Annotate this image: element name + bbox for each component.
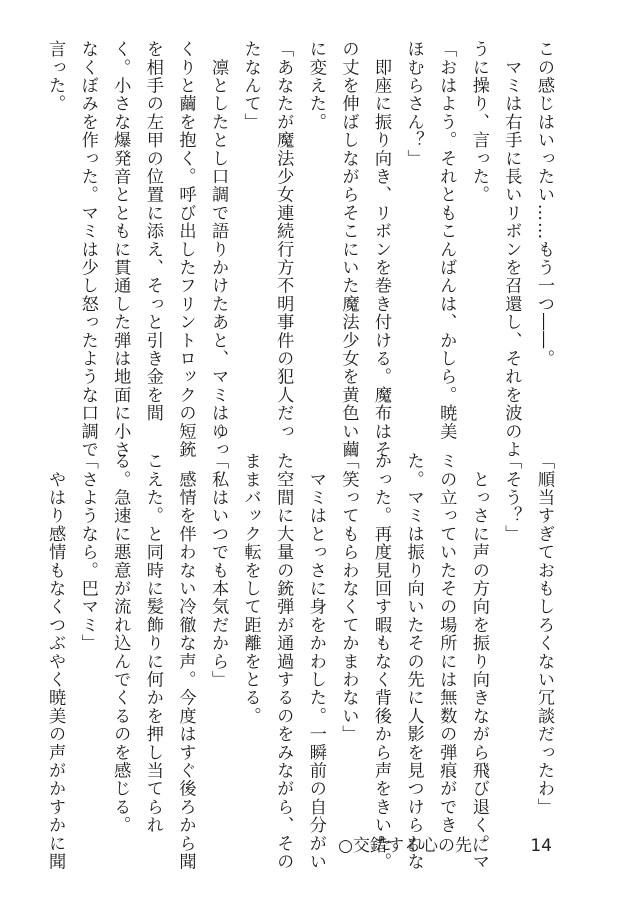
text-column: かった。再度見回す暇もなく背後から声をきいた。: [371, 452, 392, 871]
text-column: る。急速に悪意が流れ込んでくるのを感じる。: [110, 452, 131, 835]
text-column: 「順当すぎておもしろくない冗談だったわ」: [534, 452, 554, 816]
text-column: 「おはよう。それともこんばんは、かしら。暁美: [436, 40, 457, 441]
text-column: く。小さな爆発音とともに貫通した弾は地面に小さ: [110, 40, 131, 459]
text-column: やはり感情もなくつぶやく暁美の声がかすかに聞: [45, 452, 66, 871]
text-column: こえた。と同時に髪飾りに何かを押し当てられ: [142, 452, 163, 835]
text-column: を相手の左甲の位置に添え、そっと引き金を間: [142, 40, 163, 423]
text-column: 言った。: [45, 40, 66, 113]
text-column: 「笑ってもらわなくてかまわない」: [338, 452, 359, 744]
text-column: うに操り、言った。: [468, 40, 489, 204]
text-column: ままバック転をして距離をとる。: [240, 452, 261, 725]
text-column: とっさに声の方向を振り向きながら飛び退く。マ: [468, 452, 489, 871]
text-column: この感じはいったい……もう一つ――。: [534, 40, 554, 368]
text-column: た。マミは振り向いたその先に人影を見つけられな: [403, 452, 424, 871]
page-footer: [338, 831, 552, 856]
text-column: 「私はいつでも本気だから」: [208, 452, 229, 689]
text-column: の丈を伸ばしながらそこにいた魔法少女を黄色い繭: [338, 40, 359, 459]
page-number: 14: [530, 836, 552, 856]
chapter-title: ○交錯する心の先に: [338, 836, 489, 856]
text-column: 「そう？」: [501, 452, 522, 543]
text-column: くりと繭を抱く。呼び出したフリントロックの短銃: [175, 40, 196, 459]
text-column: に変えた。: [305, 40, 326, 131]
text-column: マミは右手に長いリボンを召還し、それを波のよ: [501, 40, 522, 459]
text-column: た空間に大量の銃弾が通過するのをみながら、その: [273, 452, 294, 871]
text-column: たなんて」: [240, 40, 261, 131]
text-column: なくぼみを作った。マミは少し怒ったような口調で: [77, 40, 98, 459]
text-column: 「さようなら。巴マミ」: [77, 452, 98, 653]
text-column: 即座に振り向き、リボンを巻き付ける。魔布はそ: [371, 40, 392, 459]
text-column: ミの立っていたその場所には無数の弾痕ができ: [436, 452, 457, 835]
text-column: 「あなたが魔法少女連続行方不明事件の犯人だっ: [273, 40, 294, 441]
text-column: 感情を伴わない冷徹な声。今度はすぐ後ろから聞: [175, 452, 196, 871]
top-text-block: [39, 40, 561, 459]
text-column: マミはとっさに身をかわした。一瞬前の自分がい: [305, 452, 326, 871]
text-column: ほむらさん？」: [403, 40, 424, 168]
text-column: 凛としたとし口調で語りかけたあと、マミはゆっ: [208, 40, 229, 459]
